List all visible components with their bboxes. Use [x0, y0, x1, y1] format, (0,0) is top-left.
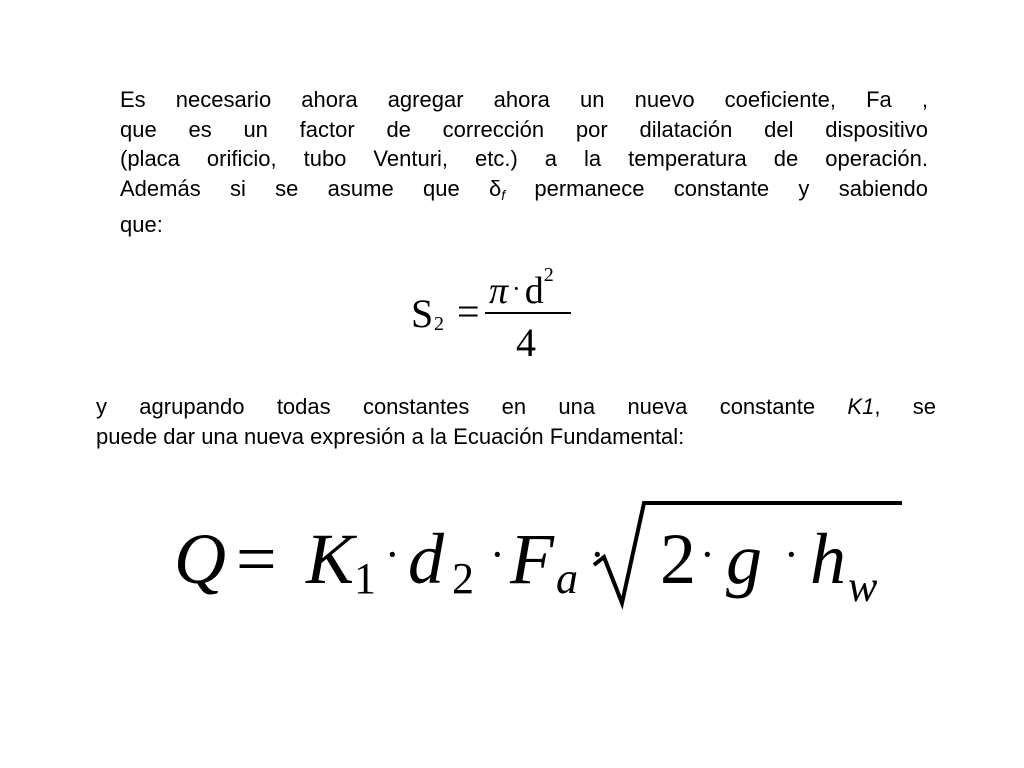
area-exponent: 2	[543, 264, 554, 286]
flow-k-subscript: 1	[354, 554, 376, 603]
flow-dot-2: ·	[490, 530, 505, 579]
area-numerator	[489, 264, 554, 313]
delta-subscript: f	[501, 186, 506, 203]
grouping-line-1-end: , se	[874, 394, 936, 419]
area-lhs-symbol: S	[411, 291, 434, 336]
grouping-line-1-start: y agrupando todas constantes en una nueva constante	[96, 394, 848, 419]
intro-line-5: que:	[120, 212, 163, 237]
flow-equals-sign: =	[236, 519, 277, 599]
flow-dot-1: ·	[385, 530, 400, 579]
intro-paragraph	[120, 85, 928, 240]
flow-k-symbol: K	[306, 519, 355, 599]
pi-symbol: π	[489, 270, 509, 312]
flow-h-subscript: w	[848, 562, 878, 611]
flow-f-subscript: a	[556, 554, 578, 603]
flow-f-symbol: F	[510, 519, 554, 599]
flow-two: 2	[660, 519, 696, 599]
area-equals-sign: =	[457, 289, 480, 334]
intro-line-4	[120, 174, 928, 211]
area-formula	[405, 262, 585, 365]
flow-g-symbol: g	[726, 519, 762, 599]
area-denominator: 4	[516, 320, 536, 365]
intro-line-4-start: Además si se asume que δ	[120, 175, 502, 201]
grouping-line-1	[96, 392, 936, 422]
flow-d-subscript: 2	[452, 554, 474, 603]
fraction-bar	[485, 312, 571, 314]
intro-line-2: que es un factor de corrección por dilatación del dispositivo	[120, 116, 928, 142]
intro-line-3: (placa orificio, tubo Venturi, etc.) a la temperatura de operación.	[120, 146, 928, 171]
area-multiply-dot: ·	[512, 274, 521, 303]
area-diameter: d	[524, 270, 544, 312]
flow-dot-3: ·	[590, 530, 605, 579]
area-lhs-subscript: 2	[434, 313, 444, 335]
intro-line-1: Es necesario ahora agregar ahora un nuevo coeficiente, Fa ,	[120, 87, 928, 112]
flow-dot-4: ·	[700, 530, 715, 579]
flow-dot-5: ·	[784, 530, 799, 579]
grouping-line-2: puede dar una nueva expresión a la Ecuación Fundamental:	[96, 423, 685, 449]
k1-label: K1	[847, 394, 875, 419]
intro-line-4-end: permanece constante y sabiendo	[505, 175, 928, 201]
flow-q-symbol: Q	[174, 519, 226, 599]
flow-d-symbol: d	[408, 519, 444, 599]
flow-h-symbol: h	[810, 519, 846, 599]
grouping-paragraph	[96, 392, 936, 451]
flow-formula	[170, 495, 910, 615]
